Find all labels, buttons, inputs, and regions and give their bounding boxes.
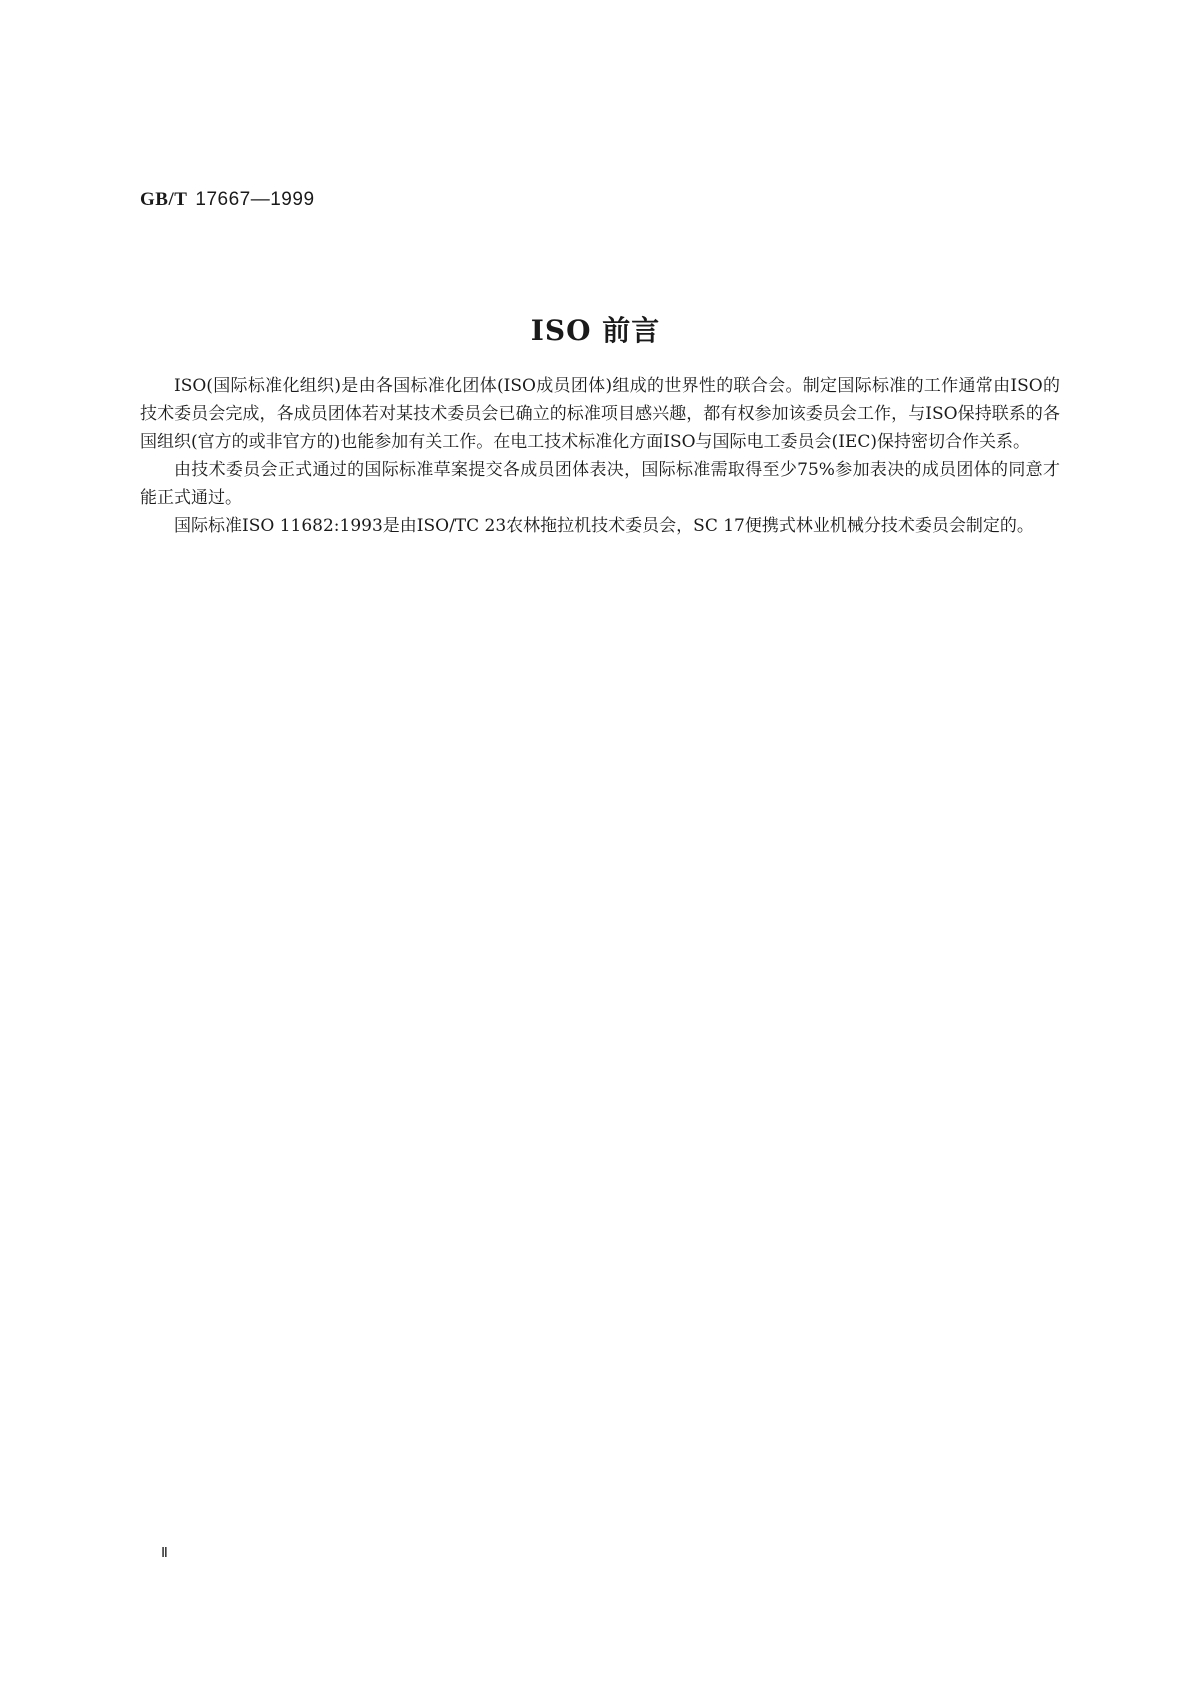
standard-code — [140, 188, 315, 211]
standard-number: 17667—1999 — [195, 189, 315, 210]
page-title: ISO 前言 — [530, 314, 661, 347]
page-number: Ⅱ — [161, 1546, 168, 1561]
paragraph-iso-intro: ISO(国际标准化组织)是由各国标准化团体(ISO成员团体)组成的世界性的联合会。制定国际标准的工作通常由ISO的技术委员会完成，各成员团体若对某技术委员会已确立的标准项目感兴趣，都有权参加该委员会工作，与ISO保持联系的各国组织(官方的或非官方的)也能参加有关工作。在电工技术标准化方面ISO与国际电工委员会(IEC)保持密切合作关系。 — [140, 376, 1060, 452]
paragraph-committee: 国际标准ISO 11682:1993是由ISO/TC 23农林拖拉机技术委员会，SC 17便携式林业机械分技术委员会制定的。 — [174, 516, 1034, 536]
paragraph-voting: 由技术委员会正式通过的国际标准草案提交各成员团体表决，国际标准需取得至少75%参加表决的成员团体的同意才能正式通过。 — [140, 460, 1060, 508]
standard-prefix: GB/T — [140, 189, 188, 210]
body-text — [140, 372, 1060, 540]
